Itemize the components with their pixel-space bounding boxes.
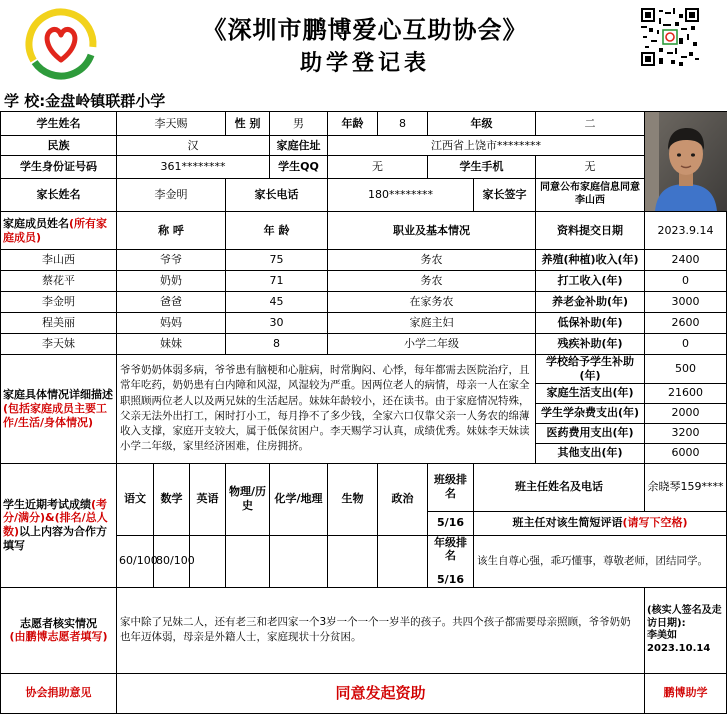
table-row	[1, 313, 727, 334]
subject-chinese: 语文	[117, 463, 154, 535]
gender: 男	[270, 112, 328, 136]
score-biology	[328, 535, 378, 587]
volunteer-label-note: (由鹏博志愿者填写)	[9, 630, 108, 644]
exam-label-tail: 以上内容为合作方填写	[3, 525, 108, 552]
volunteer-sign-name: 李美如	[647, 630, 678, 642]
grade-rank-label: 年级排名	[434, 535, 468, 563]
gender-label: 性 别	[226, 112, 270, 136]
grade-label: 年级	[428, 112, 536, 136]
student-id: 361********	[117, 156, 270, 178]
registration-form	[0, 111, 727, 714]
volunteer-sign-cell	[645, 587, 727, 673]
exam-label-cell	[1, 463, 117, 587]
income-value: 2400	[645, 250, 727, 271]
income-label: 打工收入(年)	[536, 271, 645, 292]
consent-text: 同意公布家庭信息同意	[540, 182, 641, 194]
member-name: 李天妹	[1, 334, 117, 355]
member-name: 蔡花平	[1, 271, 117, 292]
age: 8	[378, 112, 428, 136]
member-name: 李山西	[1, 250, 117, 271]
submit-date: 2023.9.14	[645, 212, 727, 250]
volunteer-label-cell	[1, 587, 117, 673]
score-chinese: 60/100	[117, 535, 154, 587]
consent-name: 李山西	[575, 194, 606, 206]
expense-value: 21600	[645, 383, 727, 403]
subject-politics: 政治	[378, 463, 428, 535]
expense-value: 3200	[645, 423, 727, 443]
association-logo	[20, 4, 102, 84]
student-qq: 无	[328, 156, 428, 178]
expense-label: 学生学杂费支出(年)	[536, 403, 645, 423]
opinion-label: 协会捐助意见	[1, 673, 117, 713]
school-label: 学 校:	[4, 92, 46, 110]
brand-label: 鹏博助学	[645, 673, 727, 713]
grade: 二	[536, 112, 645, 136]
score-math: 80/100	[154, 535, 190, 587]
id-label: 学生身份证号码	[1, 156, 117, 178]
parent-sign-label: 家长签字	[474, 178, 536, 211]
income-label: 低保补助(年)	[536, 313, 645, 334]
job-header: 职业及基本情况	[328, 212, 536, 250]
student-name: 李天赐	[117, 112, 226, 136]
member-relation: 爸爸	[117, 292, 226, 313]
parent-phone: 180********	[328, 178, 474, 211]
teacher-contact: 余晓琴159****	[645, 463, 727, 511]
table-row	[1, 292, 727, 313]
relation-header: 称 呼	[117, 212, 226, 250]
volunteer-verification: 家中除了兄妹二人，还有老三和老四家一个3岁一个一个一岁半的孩子。共四个孩子都需要母亲照顾，爷爷奶奶也年迈体弱，母亲是外籍人士，家庭现状十分贫困。	[117, 587, 645, 673]
member-relation: 奶奶	[117, 271, 226, 292]
volunteer-sign-label: (核实人签名及走访日期):	[647, 605, 722, 629]
income-value: 2600	[645, 313, 727, 334]
expense-value: 500	[645, 355, 727, 384]
situation-label-note: (包括家庭成员主要工作/生活/身体情况)	[3, 401, 108, 429]
expense-label: 医药费用支出(年)	[536, 423, 645, 443]
expense-label: 学校给予学生补助(年)	[536, 355, 645, 384]
member-job: 务农	[328, 250, 536, 271]
form-title: 《深圳市鹏博爱心互助协会》	[202, 15, 528, 44]
subject-biology: 生物	[328, 463, 378, 535]
member-age: 30	[226, 313, 328, 334]
expense-label: 其他支出(年)	[536, 443, 645, 463]
comment-label: 班主任对该生简短评语	[512, 516, 623, 530]
teacher-comment: 该生自尊心强，乖巧懂事，尊敬老师，团结同学。	[474, 535, 727, 587]
student-phone: 无	[536, 156, 645, 178]
subject-physics-history: 物理/历史	[226, 463, 270, 535]
parent-consent	[536, 178, 645, 211]
income-value: 0	[645, 271, 727, 292]
member-job: 家庭主妇	[328, 313, 536, 334]
income-label: 养老金补助(年)	[536, 292, 645, 313]
member-name: 程美丽	[1, 313, 117, 334]
address-label: 家庭住址	[270, 136, 328, 156]
family-member-label: 家庭成员姓名	[3, 216, 69, 230]
subject-english: 英语	[190, 463, 226, 535]
situation-description: 爷爷奶奶体弱多病，爷爷患有脑梗和心脏病，时常胸闷、心悸，每年都需去医院治疗，且常年吃药，奶奶患有白内障和风湿，风湿较为严重。因两位老人的病情，母亲一人在家全职照顾两位老人以及两兄妹的生活起居。妹妹年龄较小，还在读书。由于家庭情况特殊，父亲无法外出打工，闲时打小工，每月挣不了多少钱，全家六口仅靠父亲一人务农的绵薄收入支撑，家庭开支较大，属于低保贫困户。李天赐学习认真，成绩优秀。妹妹李天妹读小学二年级，家里经济困难，住房拥挤。	[117, 355, 536, 464]
situation-label-cell	[1, 355, 117, 464]
expense-label: 家庭生活支出(年)	[536, 383, 645, 403]
school-name: 金盘岭镇联群小学	[45, 92, 166, 110]
member-age: 8	[226, 334, 328, 355]
volunteer-label: 志愿者核实情况	[20, 616, 97, 630]
expense-value: 6000	[645, 443, 727, 463]
member-relation: 妹妹	[117, 334, 226, 355]
age-label: 年龄	[328, 112, 378, 136]
student-photo	[645, 112, 727, 212]
ethnicity-label: 民族	[1, 136, 117, 156]
parent-phone-label: 家长电话	[226, 178, 328, 211]
comment-label-cell	[474, 511, 727, 535]
grade-rank-cell	[428, 535, 474, 587]
member-relation: 爷爷	[117, 250, 226, 271]
income-value: 3000	[645, 292, 727, 313]
member-relation: 妈妈	[117, 313, 226, 334]
income-value: 0	[645, 334, 727, 355]
table-row	[1, 271, 727, 292]
qr-code-icon[interactable]	[641, 8, 699, 66]
teacher-label: 班主任姓名及电话	[474, 463, 645, 511]
score-english	[190, 535, 226, 587]
ethnicity: 汉	[117, 136, 270, 156]
grade-rank: 5/16	[437, 573, 465, 586]
member-age-header: 年 龄	[226, 212, 328, 250]
expense-value: 2000	[645, 403, 727, 423]
qq-label: 学生QQ	[270, 156, 328, 178]
exam-label-note: (考分/满分)&(排名/总人数)	[3, 497, 108, 539]
subject-chemistry-geography: 化学/地理	[270, 463, 328, 535]
member-job: 务农	[328, 271, 536, 292]
income-label: 残疾补助(年)	[536, 334, 645, 355]
school-line	[4, 90, 165, 111]
class-rank: 5/16	[428, 511, 474, 535]
exam-label: 学生近期考试成绩	[3, 497, 91, 511]
member-name: 李金明	[1, 292, 117, 313]
subject-math: 数学	[154, 463, 190, 535]
score-politics	[378, 535, 428, 587]
score-physics-history	[226, 535, 270, 587]
member-age: 71	[226, 271, 328, 292]
form-subtitle: 助学登记表	[299, 50, 430, 76]
donation-opinion: 同意发起资助	[117, 673, 645, 713]
address: 江西省上饶市********	[328, 136, 645, 156]
student-phone-label: 学生手机	[428, 156, 536, 178]
comment-label-note: (请写下空格)	[622, 516, 688, 530]
table-row	[1, 334, 727, 355]
family-member-header	[1, 212, 117, 250]
class-rank-label: 班级排名	[428, 463, 474, 511]
situation-label: 家庭具体情况详细描述	[3, 388, 113, 402]
score-chemistry-geography	[270, 535, 328, 587]
parent-name: 李金明	[117, 178, 226, 211]
volunteer-sign-date: 2023.10.14	[647, 642, 711, 654]
member-job: 小学二年级	[328, 334, 536, 355]
student-name-label: 学生姓名	[1, 112, 117, 136]
family-member-note: (所有家庭成员)	[3, 216, 108, 244]
member-job: 在家务农	[328, 292, 536, 313]
parent-name-label: 家长姓名	[1, 178, 117, 211]
member-age: 75	[226, 250, 328, 271]
income-label: 养殖(种植)收入(年)	[536, 250, 645, 271]
table-row	[1, 250, 727, 271]
member-age: 45	[226, 292, 328, 313]
student-photo-image	[645, 112, 727, 211]
submit-date-label: 资料提交日期	[536, 212, 645, 250]
